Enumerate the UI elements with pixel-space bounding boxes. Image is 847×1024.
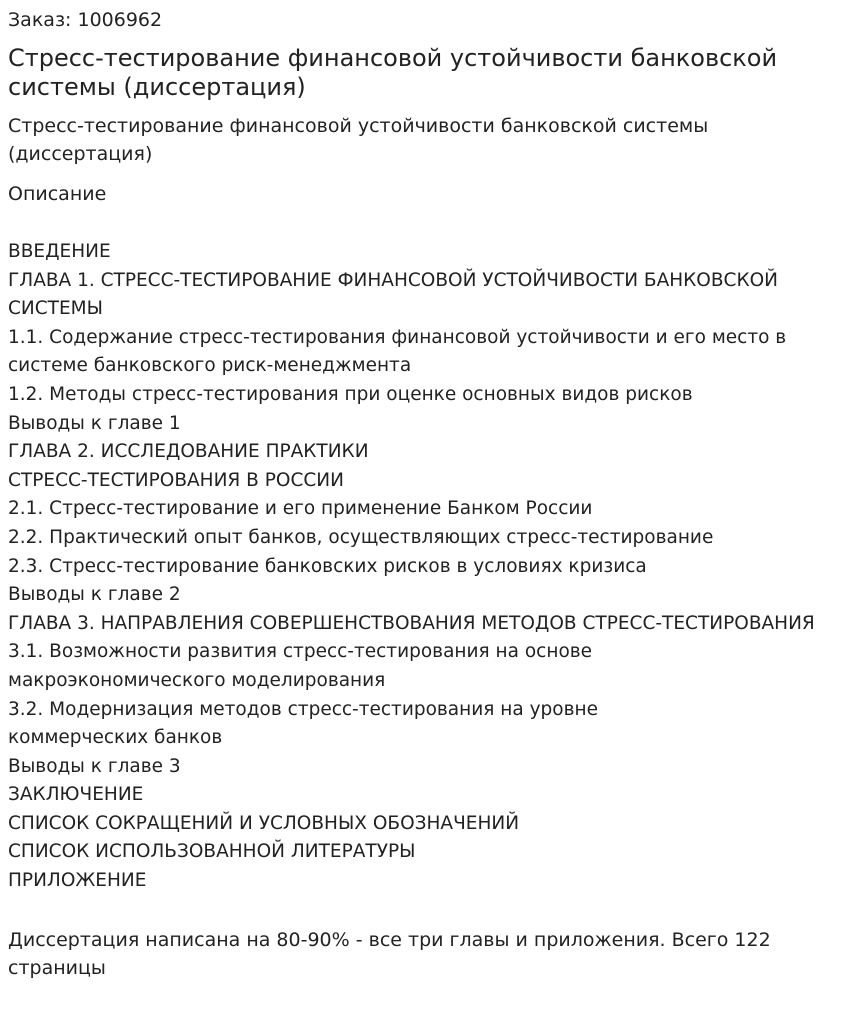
description-heading: Описание [8, 183, 107, 205]
toc-item: ГЛАВА 2. ИССЛЕДОВАНИЕ ПРАКТИКИ [8, 441, 369, 463]
page-subtitle: Стресс-тестирование финансовой устойчивости банковской системы (диссертация) [8, 115, 709, 165]
toc-item: 1.1. Содержание стресс-тестирования финансовой устойчивости и его место в системе банковского риск-менеджмента [8, 326, 787, 377]
completion-note: Диссертация написана на 80-90% - все три главы и приложения. Всего 122 страницы [8, 928, 771, 979]
table-of-contents [8, 238, 839, 896]
toc-item: ГЛАВА 3. НАПРАВЛЕНИЯ СОВЕРШЕНСТВОВАНИЯ МЕТОДОВ СТРЕСС-ТЕСТИРОВАНИЯ [8, 612, 815, 634]
toc-item: макроэкономического моделирования [8, 669, 386, 691]
toc-item: Выводы к главе 3 [8, 755, 181, 777]
toc-item: СПИСОК ИСПОЛЬЗОВАННОЙ ЛИТЕРАТУРЫ [8, 841, 416, 863]
toc-item: 1.2. Методы стресс-тестирования при оценке основных видов рисков [8, 383, 693, 405]
toc-item: ПРИЛОЖЕНИЕ [8, 870, 147, 892]
toc-item: ГЛАВА 1. СТРЕСС-ТЕСТИРОВАНИЕ ФИНАНСОВОЙ УСТОЙЧИВОСТИ БАНКОВСКОЙ СИСТЕМЫ [8, 269, 779, 320]
toc-item: Выводы к главе 1 [8, 412, 181, 434]
toc-item: 2.2. Практический опыт банков, осуществляющих стресс-тестирование [8, 526, 714, 548]
toc-item: СПИСОК СОКРАЩЕНИЙ И УСЛОВНЫХ ОБОЗНАЧЕНИЙ [8, 812, 520, 834]
toc-item: коммерческих банков [8, 727, 223, 749]
toc-item: 2.3. Стресс-тестирование банковских рисков в условиях кризиса [8, 555, 647, 577]
order-number: Заказ: 1006962 [8, 9, 163, 31]
toc-item: 3.2. Модернизация методов стресс-тестирования на уровне [8, 698, 598, 720]
page-title: Стресс-тестирование финансовой устойчивости банковской системы (диссертация) [8, 44, 778, 101]
toc-item: ВВЕДЕНИЕ [8, 241, 111, 262]
toc-item: 3.1. Возможности развития стресс-тестирования на основе [8, 641, 593, 663]
toc-item: ЗАКЛЮЧЕНИЕ [8, 784, 144, 806]
toc-item: СТРЕСС-ТЕСТИРОВАНИЯ В РОССИИ [8, 469, 344, 491]
toc-item: Выводы к главе 2 [8, 584, 181, 606]
toc-item: 2.1. Стресс-тестирование и его применение Банком России [8, 498, 593, 520]
